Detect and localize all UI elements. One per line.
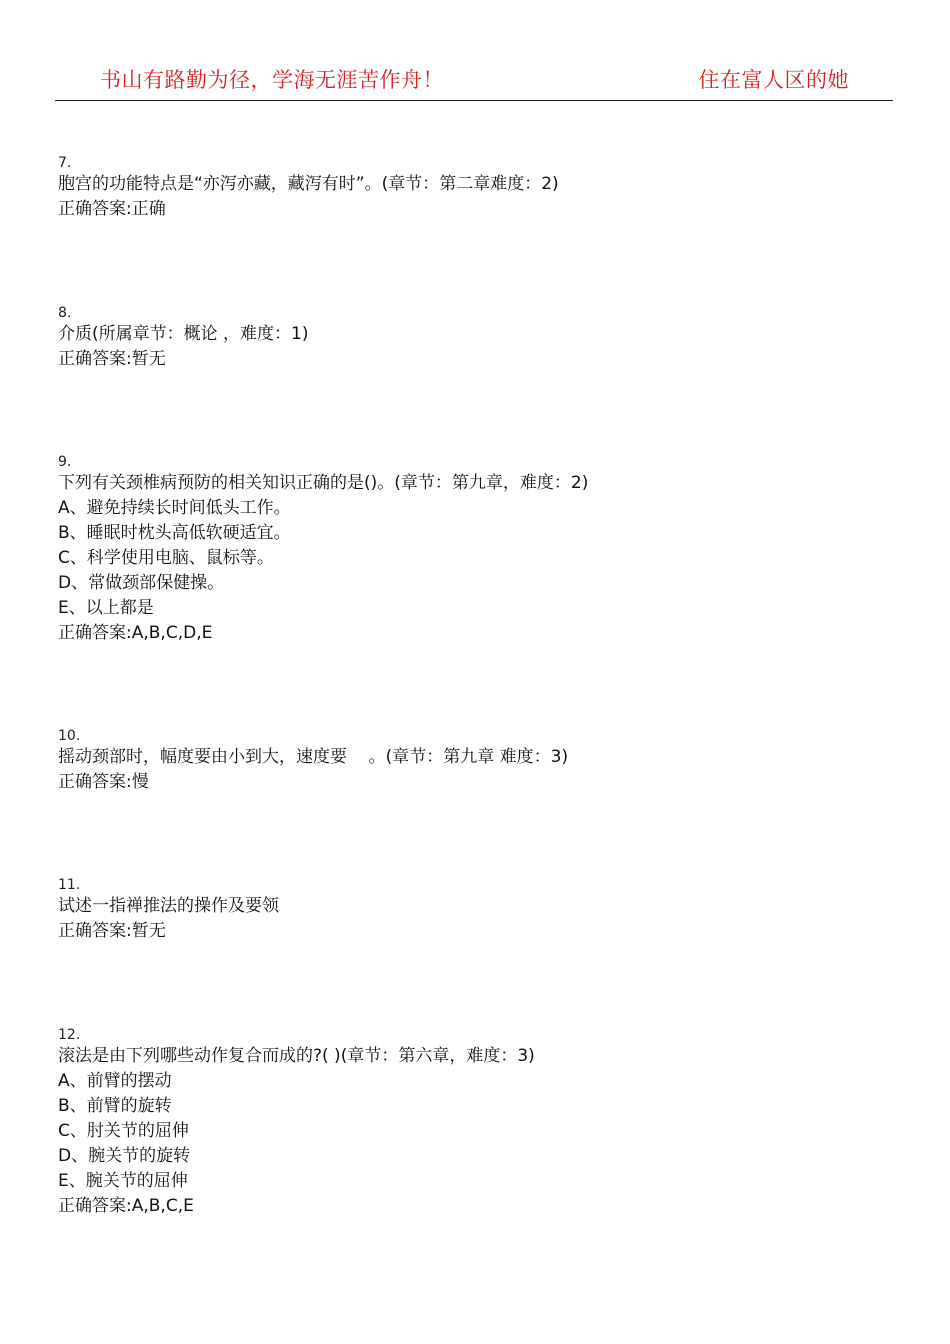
question-number: 11. [58,877,81,893]
header-motto: 书山有路勤为径，学海无涯苦作舟！ [100,68,444,92]
question-number: 10. [58,728,81,744]
option-d: D、常做颈部保健操。 [58,573,225,593]
question-8 [58,304,908,372]
question-stem: 滚法是由下列哪些动作复合而成的?( )(章节：第六章，难度：3) [58,1046,535,1066]
header-author: 住在富人区的她 [698,68,849,92]
option-c: C、肘关节的屈伸 [58,1121,189,1141]
question-stem: 下列有关颈椎病预防的相关知识正确的是()。(章节：第九章，难度：2) [58,473,589,493]
option-a: A、前臂的摆动 [58,1071,172,1091]
question-9 [58,453,908,646]
question-11 [58,876,908,944]
question-answer: 正确答案:A,B,C,D,E [58,623,213,643]
option-b: B、睡眠时枕头高低软硬适宜。 [58,523,291,543]
question-12 [58,1026,908,1219]
question-stem: 介质(所属章节：概论 ，难度：1) [58,324,309,344]
question-number: 7. [58,155,72,171]
question-number: 12. [58,1027,81,1043]
option-b: B、前臂的旋转 [58,1096,172,1116]
option-e: E、腕关节的屈伸 [58,1171,188,1191]
question-answer: 正确答案:正确 [58,199,166,219]
question-answer: 正确答案:暂无 [58,349,166,369]
question-stem: 胞宫的功能特点是“亦泻亦藏，藏泻有时”。(章节：第二章难度：2) [58,174,559,194]
option-d: D、腕关节的旋转 [58,1146,191,1166]
option-a: A、避免持续长时间低头工作。 [58,498,291,518]
option-e: E、以上都是 [58,598,154,618]
question-number: 9. [58,454,72,470]
option-c: C、科学使用电脑、鼠标等。 [58,548,274,568]
question-number: 8. [58,305,72,321]
question-answer: 正确答案:慢 [58,772,149,792]
question-answer: 正确答案:暂无 [58,921,166,941]
question-10 [58,727,908,795]
page-header [55,62,893,101]
question-stem: 试述一指禅推法的操作及要领 [58,896,279,916]
question-7 [58,154,908,222]
question-stem: 摇动颈部时，幅度要由小到大，速度要 。(章节：第九章 难度：3) [58,747,569,767]
question-answer: 正确答案:A,B,C,E [58,1196,194,1216]
